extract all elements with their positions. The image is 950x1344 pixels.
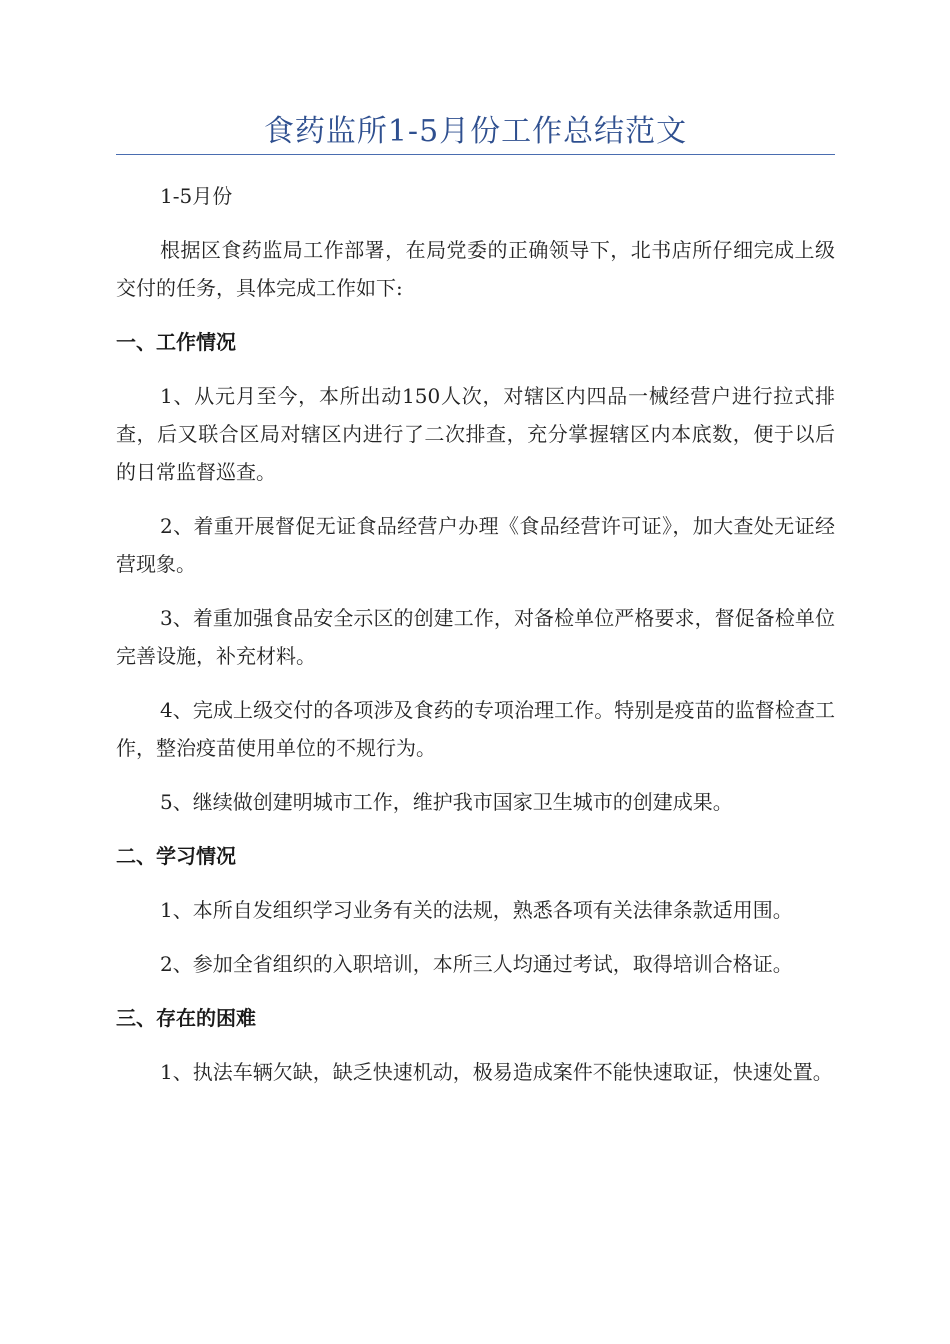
difficulty-item-1: 1、执法车辆欠缺，缺乏快速机动，极易造成案件不能快速取证，快速处置。 [160, 1060, 833, 1084]
work-item-3: 3、着重加强食品安全示区的创建工作，对备检单位严格要求，督促备检单位完善设施，补充材料。 [116, 606, 835, 668]
work-item-5: 5、继续做创建明城市工作，维护我市国家卫生城市的创建成果。 [160, 790, 733, 814]
title-underline [116, 154, 835, 155]
date-range: 1-5月份 [160, 184, 233, 208]
intro-paragraph: 根据区食药监局工作部署，在局党委的正确领导下，北书店所仔细完成上级交付的任务，具体完成工作如下: [116, 238, 835, 300]
section-heading-difficulties: 三、存在的困难 [116, 1006, 256, 1030]
section-heading-work: 一、工作情况 [116, 330, 236, 354]
work-item-2: 2、着重开展督促无证食品经营户办理《食品经营许可证》，加大查处无证经营现象。 [116, 514, 835, 576]
study-item-1: 1、本所自发组织学习业务有关的法规，熟悉各项有关法律条款适用围。 [160, 898, 793, 922]
section-heading-study: 二、学习情况 [116, 844, 236, 868]
study-item-2: 2、参加全省组织的入职培训，本所三人均通过考试，取得培训合格证。 [160, 952, 793, 976]
work-item-1: 1、从元月至今，本所出动150人次，对辖区内四品一械经营户进行拉式排查，后又联合区局对辖区内进行了二次排查，充分掌握辖区内本底数，便于以后的日常监督巡查。 [116, 384, 835, 484]
document-page [116, 110, 835, 1091]
work-item-4: 4、完成上级交付的各项涉及食药的专项治理工作。特别是疫苗的监督检查工作，整治疫苗使用单位的不规行为。 [116, 698, 835, 760]
document-title: 食药监所1-5月份工作总结范文 [263, 114, 688, 149]
